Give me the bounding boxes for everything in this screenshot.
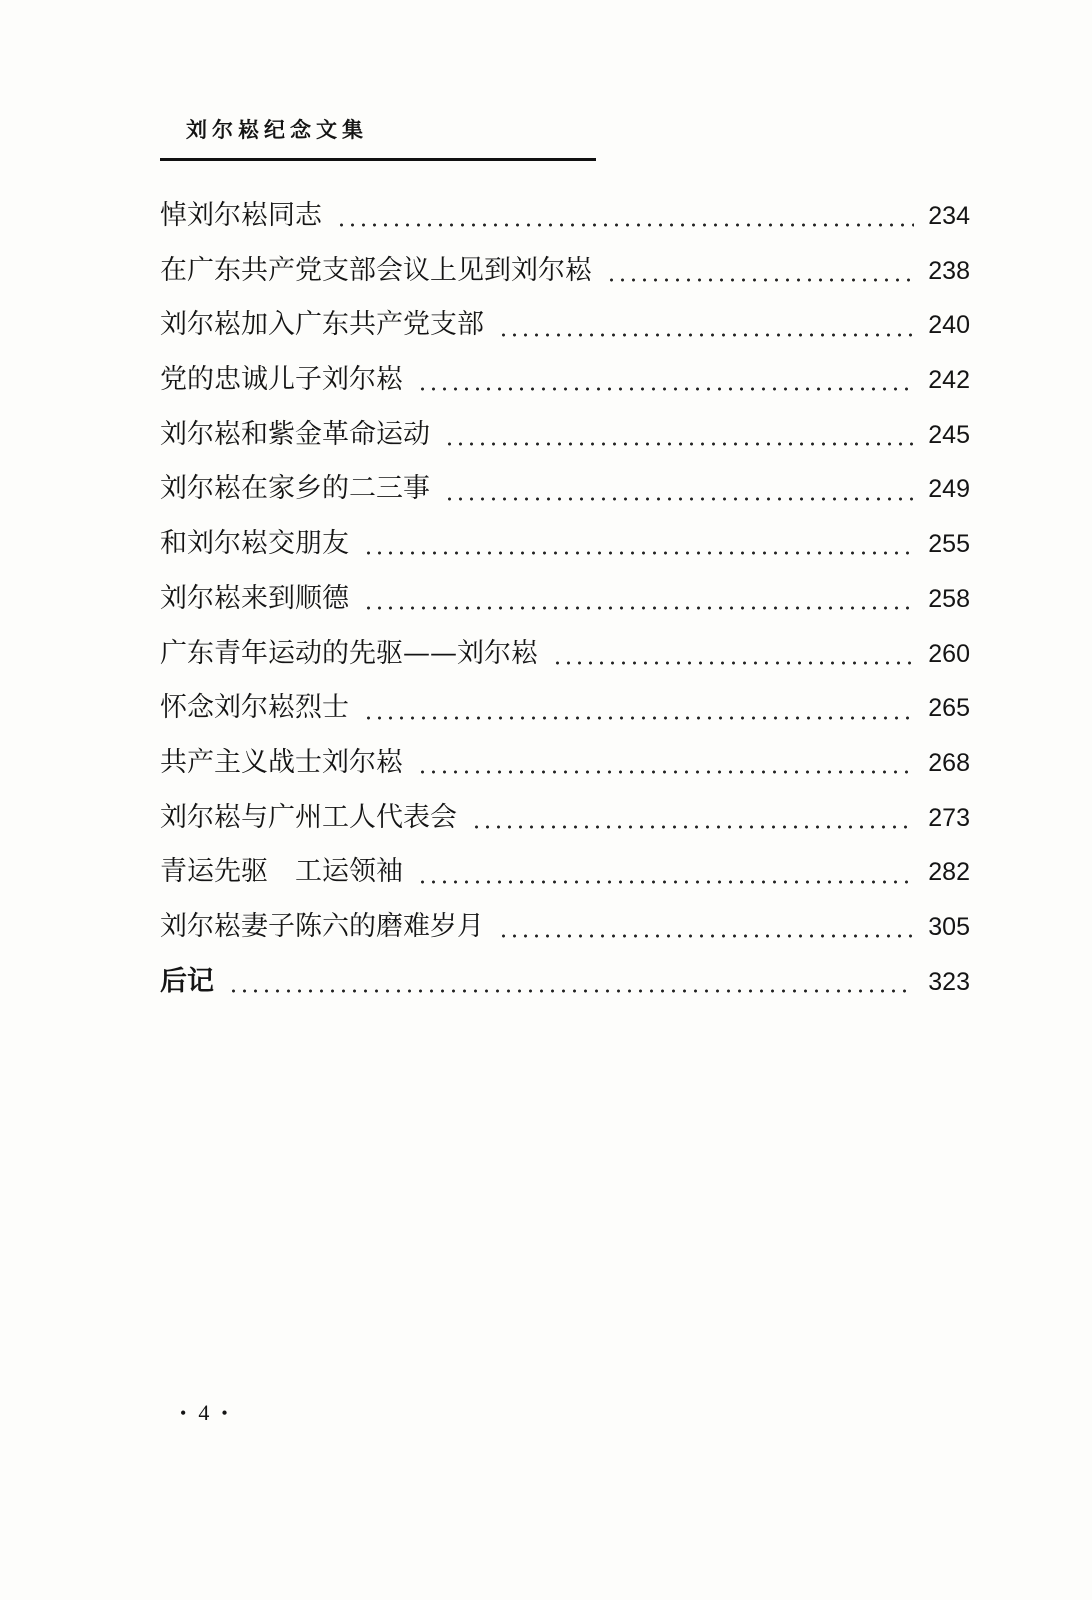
toc-entry-title: 刘尔崧在家乡的二三事 (160, 473, 430, 505)
toc-leader-dots (363, 550, 914, 556)
toc-leader-dots (417, 879, 914, 885)
toc-entry (160, 579, 970, 634)
toc-entry-page: 255 (928, 530, 970, 559)
toc-leader-dots (498, 332, 914, 338)
toc-leader-dots (417, 386, 914, 392)
toc-entry (160, 524, 970, 579)
toc-entry-page: 249 (928, 475, 970, 504)
toc-entry-title: 悼刘尔崧同志 (160, 200, 322, 231)
toc-entry-page: 240 (928, 311, 970, 340)
toc-leader-dots (498, 933, 914, 939)
toc-leader-dots (363, 605, 914, 611)
toc-entry (160, 415, 970, 470)
toc-leader-dots (444, 496, 914, 502)
toc-entry (160, 469, 970, 524)
toc-entry-title: 广东青年运动的先驱——刘尔崧 (160, 637, 538, 669)
toc-entry-page: 234 (928, 202, 970, 230)
toc-entry-page: 268 (928, 748, 970, 777)
toc-entry-page: 242 (928, 366, 970, 395)
toc-leader-dots (606, 277, 914, 283)
toc-entry-page: 238 (928, 256, 970, 285)
toc-entry-title: 党的忠诚儿子刘尔崧 (160, 364, 403, 396)
toc-entry (160, 962, 970, 1017)
toc-entry-page: 323 (928, 967, 970, 996)
toc-entry-title: 刘尔崧加入广东共产党支部 (160, 309, 484, 341)
toc-entry (160, 688, 970, 743)
toc-entry-page: 258 (928, 584, 970, 613)
footer-bullet-left: • (180, 1402, 187, 1423)
toc-entry-title: 怀念刘尔崧烈士 (160, 692, 349, 724)
toc-entry (160, 743, 970, 798)
toc-leader-dots (552, 660, 914, 666)
toc-entry-title: 在广东共产党支部会议上见到刘尔崧 (160, 254, 592, 286)
toc-entry-page: 265 (928, 694, 970, 723)
toc-entry-page: 282 (928, 858, 970, 887)
toc-leader-dots (444, 441, 914, 447)
header-rule (160, 158, 596, 161)
toc-leader-dots (363, 715, 914, 721)
toc-entry (160, 634, 970, 689)
toc-leader-dots (228, 988, 914, 994)
toc-entry-page: 273 (928, 803, 970, 832)
toc-entry-title: 刘尔崧与广州工人代表会 (160, 801, 457, 833)
toc-entry (160, 305, 970, 360)
toc-entry-page: 245 (928, 420, 970, 449)
toc-entry-title: 后记 (160, 965, 214, 997)
page-number: 4 (198, 1400, 210, 1425)
toc-entry (160, 360, 970, 415)
toc-entry (160, 907, 970, 962)
footer-bullet-right: • (221, 1402, 228, 1423)
toc-entry-page: 305 (928, 912, 970, 941)
toc-entry (160, 852, 970, 907)
toc-leader-dots (471, 824, 914, 830)
toc-entry (160, 196, 970, 251)
toc-entry-title: 刘尔崧和紫金革命运动 (160, 418, 430, 450)
table-of-contents (160, 196, 970, 1016)
toc-entry-title: 和刘尔崧交朋友 (160, 528, 349, 560)
toc-entry (160, 798, 970, 853)
toc-entry (160, 251, 970, 306)
toc-entry-title: 青运先驱 工运领袖 (160, 856, 403, 888)
toc-leader-dots (336, 222, 914, 228)
running-header-title: 刘尔崧纪念文集 (186, 117, 368, 142)
page-footer (180, 1400, 228, 1426)
toc-leader-dots (417, 769, 914, 775)
toc-entry-title: 共产主义战士刘尔崧 (160, 746, 403, 778)
toc-entry-title: 刘尔崧来到顺德 (160, 582, 349, 614)
toc-entry-title: 刘尔崧妻子陈六的磨难岁月 (160, 910, 484, 942)
toc-entry-page: 260 (928, 639, 970, 668)
